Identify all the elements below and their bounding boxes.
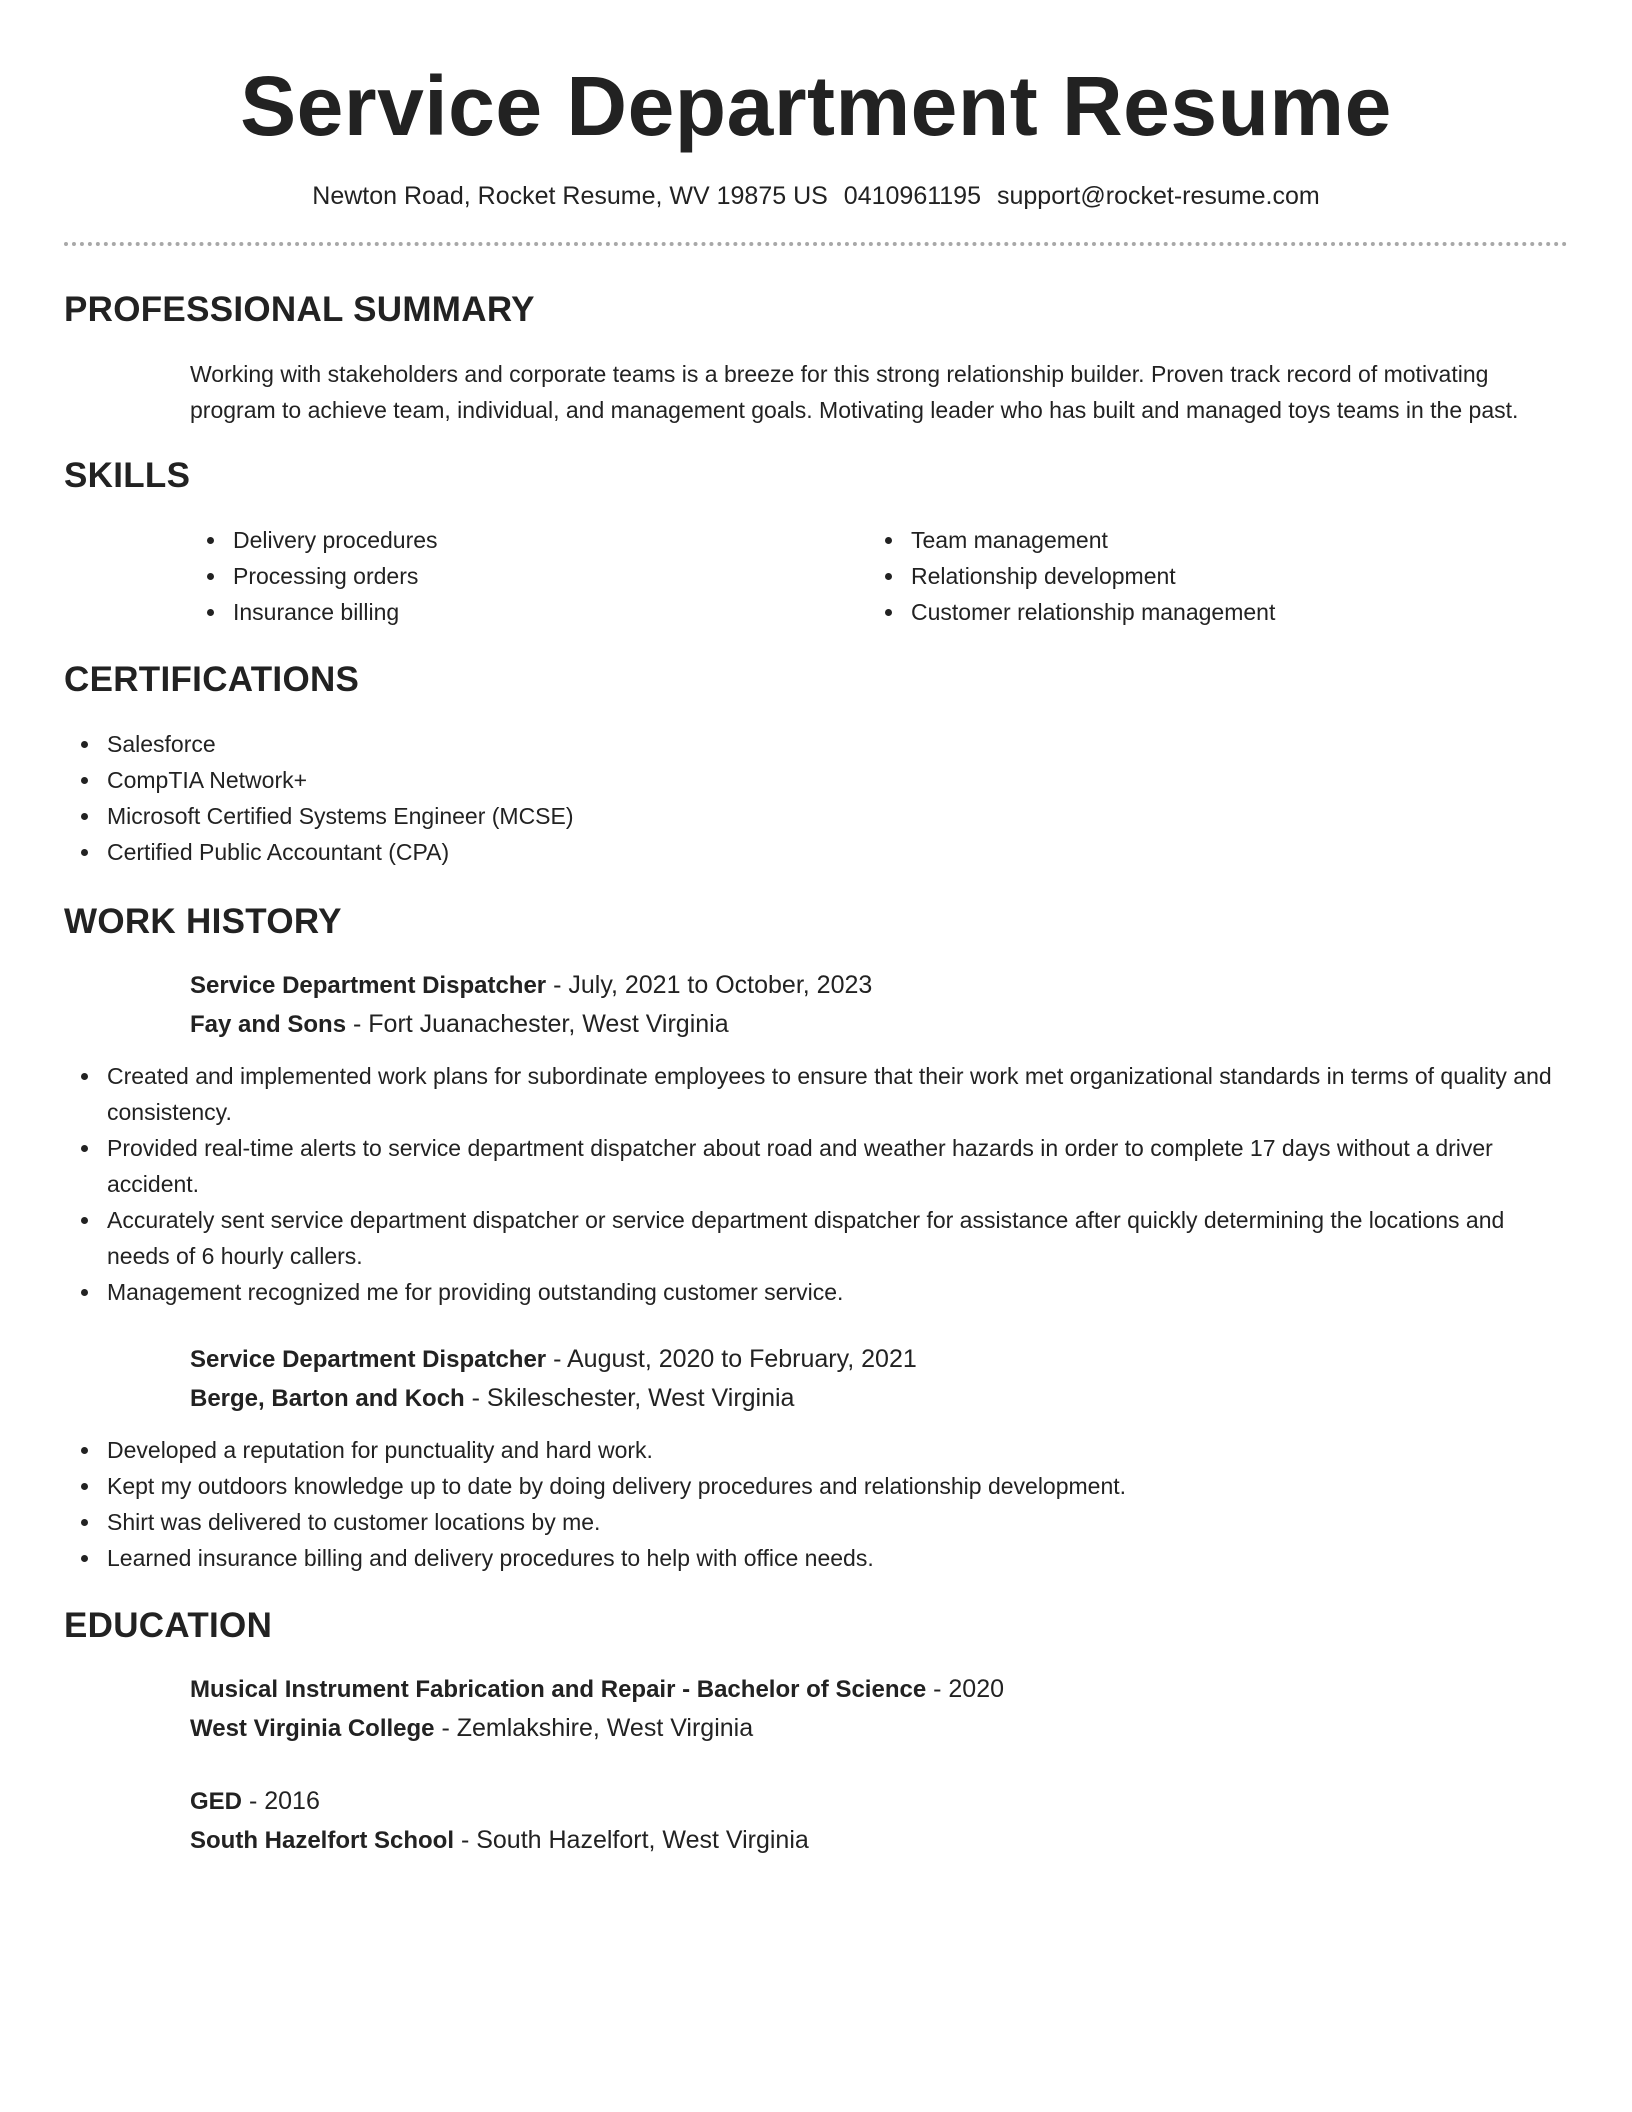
education-entry [190, 1670, 1568, 1748]
work-history-heading: WORK HISTORY [64, 902, 342, 941]
job-title-line [190, 966, 1568, 1005]
job-duty-item: Kept my outdoors knowledge up to date by doing delivery procedures and relationship development. [64, 1468, 1568, 1504]
job-dates: - August, 2020 to February, 2021 [546, 1345, 917, 1373]
skills-list-right [868, 522, 1546, 630]
degree-name: GED [190, 1788, 243, 1815]
degree-name: Musical Instrument Fabrication and Repair - Bachelor of Science [190, 1676, 927, 1703]
summary-text: Working with stakeholders and corporate teams is a breeze for this strong relationship builder. Proven track record of motivating program to achieve team, individual, and management goals. Motivating leader who has built and managed toys teams in the past. [190, 361, 1519, 423]
job-role: Service Department Dispatcher [190, 972, 547, 999]
header-divider [64, 242, 1568, 246]
certifications-list [64, 726, 1568, 870]
school-name: South Hazelfort School [190, 1827, 454, 1854]
job-duty-item: Created and implemented work plans for subordinate employees to ensure that their work met organizational standards in terms of quality and consistency. [64, 1058, 1568, 1130]
resume-title: Service Department Resume [240, 59, 1392, 153]
contact-address: Newton Road, Rocket Resume, WV 19875 US [312, 182, 828, 210]
skill-item: Delivery procedures [190, 522, 868, 558]
job-duty-item: Developed a reputation for punctuality and hard work. [64, 1432, 1568, 1468]
job-duty-item: Learned insurance billing and delivery procedures to help with office needs. [64, 1540, 1568, 1576]
summary-heading: PROFESSIONAL SUMMARY [64, 290, 535, 329]
skills-grid [190, 522, 1568, 630]
contact-line [64, 180, 1568, 212]
job-duty-item: Shirt was delivered to customer locations by me. [64, 1504, 1568, 1540]
skills-section [64, 454, 1568, 630]
certification-item: Certified Public Accountant (CPA) [64, 834, 1568, 870]
job-duty-item: Accurately sent service department dispatcher or service department dispatcher for assistance after quickly determining the locations and needs of 6 hourly callers. [64, 1202, 1568, 1274]
job-duties-list [64, 1058, 1568, 1310]
work-history-section [64, 900, 1568, 1576]
school-name: West Virginia College [190, 1715, 435, 1742]
skills-list-left [190, 522, 868, 630]
school-line [190, 1821, 1568, 1860]
job-duties-list [64, 1432, 1568, 1576]
degree-year: - 2020 [926, 1675, 1005, 1703]
skill-item: Customer relationship management [868, 594, 1546, 630]
job-company: Berge, Barton and Koch [190, 1385, 465, 1412]
degree-line [190, 1670, 1568, 1709]
education-heading: EDUCATION [64, 1606, 273, 1645]
job-title-line [190, 1340, 1568, 1379]
skill-item: Processing orders [190, 558, 868, 594]
degree-year: - 2016 [242, 1787, 320, 1815]
job-duty-item: Provided real-time alerts to service department dispatcher about road and weather hazards in order to complete 17 days without a driver accident. [64, 1130, 1568, 1202]
school-location: - Zemlakshire, West Virginia [434, 1714, 754, 1742]
certification-item: Salesforce [64, 726, 1568, 762]
certification-item: Microsoft Certified Systems Engineer (MCSE) [64, 798, 1568, 834]
job-location: - Fort Juanachester, West Virginia [346, 1010, 729, 1038]
education-section [64, 1604, 1568, 1860]
degree-line [190, 1782, 1568, 1821]
job-duty-item: Management recognized me for providing outstanding customer service. [64, 1274, 1568, 1310]
school-location: - South Hazelfort, West Virginia [454, 1826, 809, 1854]
skills-heading: SKILLS [64, 456, 191, 495]
job-company-line [190, 1379, 1568, 1418]
certifications-heading: CERTIFICATIONS [64, 660, 360, 699]
skill-item: Insurance billing [190, 594, 868, 630]
certification-item: CompTIA Network+ [64, 762, 1568, 798]
job-dates: - July, 2021 to October, 2023 [546, 971, 873, 999]
job-location: - Skileschester, West Virginia [464, 1384, 795, 1412]
job-role: Service Department Dispatcher [190, 1346, 547, 1373]
job-company: Fay and Sons [190, 1011, 347, 1038]
contact-email: support@rocket-resume.com [996, 182, 1320, 210]
summary-section [64, 288, 1568, 428]
education-entry [190, 1782, 1568, 1860]
school-line [190, 1709, 1568, 1748]
contact-phone: 0410961195 [843, 182, 981, 210]
job-entry [190, 966, 1568, 1044]
skill-item: Relationship development [868, 558, 1546, 594]
skill-item: Team management [868, 522, 1546, 558]
job-company-line [190, 1005, 1568, 1044]
job-entry [190, 1340, 1568, 1418]
certifications-section [64, 658, 1568, 870]
